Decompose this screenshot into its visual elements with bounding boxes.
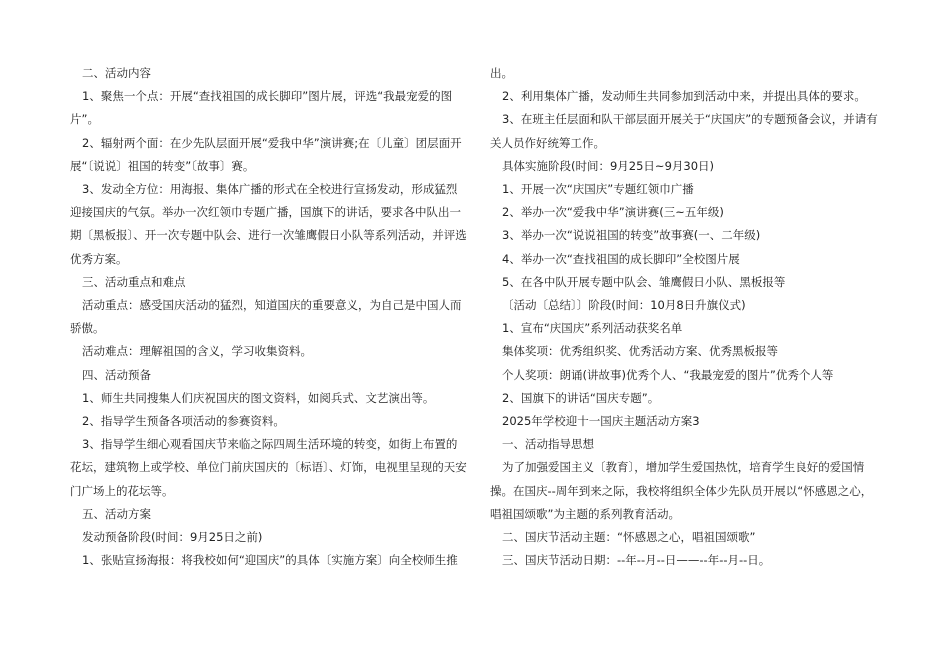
paragraph: 4、举办一次“查找祖国的成长脚印”全校图片展 [502,251,740,266]
paragraph: 为了加强爱国主义〔教育〕，增加学生爱国热忱，培育学生良好的爱国情操。在国庆--周年到来之际，我校将组织全体少先队员开展以“怀感恩之心，唱祖国颂歌”为主题的系列教育活动。 [490,460,873,521]
paragraph: 活动难点：理解祖国的含义，学习收集资料。 [82,344,312,359]
paragraph: 五、活动方案 [82,506,151,521]
paragraph: 3、在班主任层面和队干部层面开展关于“庆国庆”的专题预备会议，并请有关人员作好统筹工作。 [490,112,878,150]
paragraph: 1、开展一次“庆国庆”专题红领巾广播 [502,182,694,197]
left-column [70,62,468,572]
paragraph: 〔活动〔总结〕〕阶段(时间：10月8日升旗仪式) [502,298,746,313]
paragraph: 一、活动指导思想 [502,437,594,452]
right-column [490,62,882,572]
paragraph: 三、国庆节活动日期：--年--月--日——--年--月--日。 [502,553,771,568]
paragraph: 1、张贴宣扬海报：将我校如何“迎国庆”的具体〔实施方案〕向全校师生推 [82,553,458,568]
paragraph: 出。 [490,66,513,80]
paragraph: 活动重点：感受国庆活动的猛烈，知道国庆的重要意义，为自己是中国人而骄傲。 [70,298,462,336]
paragraph: 集体奖项：优秀组织奖、优秀活动方案、优秀黑板报等 [502,344,778,359]
paragraph: 1、宣布“庆国庆”系列活动获奖名单 [502,321,683,336]
paragraph: 具体实施阶段(时间：9月25日~9月30日) [502,158,715,173]
paragraph: 2、辐射两个面：在少先队层面开展“爱我中华”演讲赛;在〔儿童〕团层面开展“〔说说〕祖国的转变”〔故事〕赛。 [70,135,462,173]
paragraph: 四、活动预备 [82,367,151,382]
paragraph: 二、国庆节活动主题：“怀感恩之心，唱祖国颂歌” [502,530,756,545]
paragraph: 1、师生共同搜集人们庆祝国庆的图文资料，如阅兵式、文艺演出等。 [82,390,435,405]
paragraph: 3、发动全方位：用海报、集体广播的形式在全校进行宣扬发动，形成猛烈迎接国庆的气氛。举办一次红领巾专题广播，国旗下的讲话，要求各中队出一期〔黑板报〕、开一次专题中队会、进行一次雏鹰假日小队等系列活动，并评选优秀方案。 [70,182,467,266]
section-title: 2025年学校迎十一国庆主题活动方案3 [502,414,700,429]
paragraph: 3、举办一次“说说祖国的转变”故事赛(一、二年级) [502,228,761,243]
paragraph: 3、指导学生细心观看国庆节来临之际四周生活环境的转变，如街上布置的花坛，建筑物上或学校、单位门前庆国庆的〔标语〕、灯饰，电视里呈现的天安门广场上的花坛等。 [70,437,467,498]
paragraph: 1、聚焦一个点：开展“查找祖国的成长脚印”图片展，评选“我最宠爱的图片”。 [70,89,453,127]
paragraph: 2、利用集体广播，发动师生共同参加到活动中来，并提出具体的要求。 [502,89,866,104]
paragraph: 2、国旗下的讲话“国庆专题”。 [502,390,660,405]
paragraph: 2、指导学生预备各项活动的参赛资料。 [82,414,285,429]
paragraph: 2、举办一次“爱我中华”演讲赛(三~五年级) [502,205,724,220]
paragraph: 二、活动内容 [82,66,151,80]
paragraph: 5、在各中队开展专题中队会、雏鹰假日小队、黑板报等 [502,274,786,289]
paragraph: 发动预备阶段(时间：9月25日之前) [82,530,263,545]
paragraph: 三、活动重点和难点 [82,274,186,289]
paragraph: 个人奖项：朗诵(讲故事)优秀个人、“我最宠爱的图片”优秀个人等 [502,367,834,382]
